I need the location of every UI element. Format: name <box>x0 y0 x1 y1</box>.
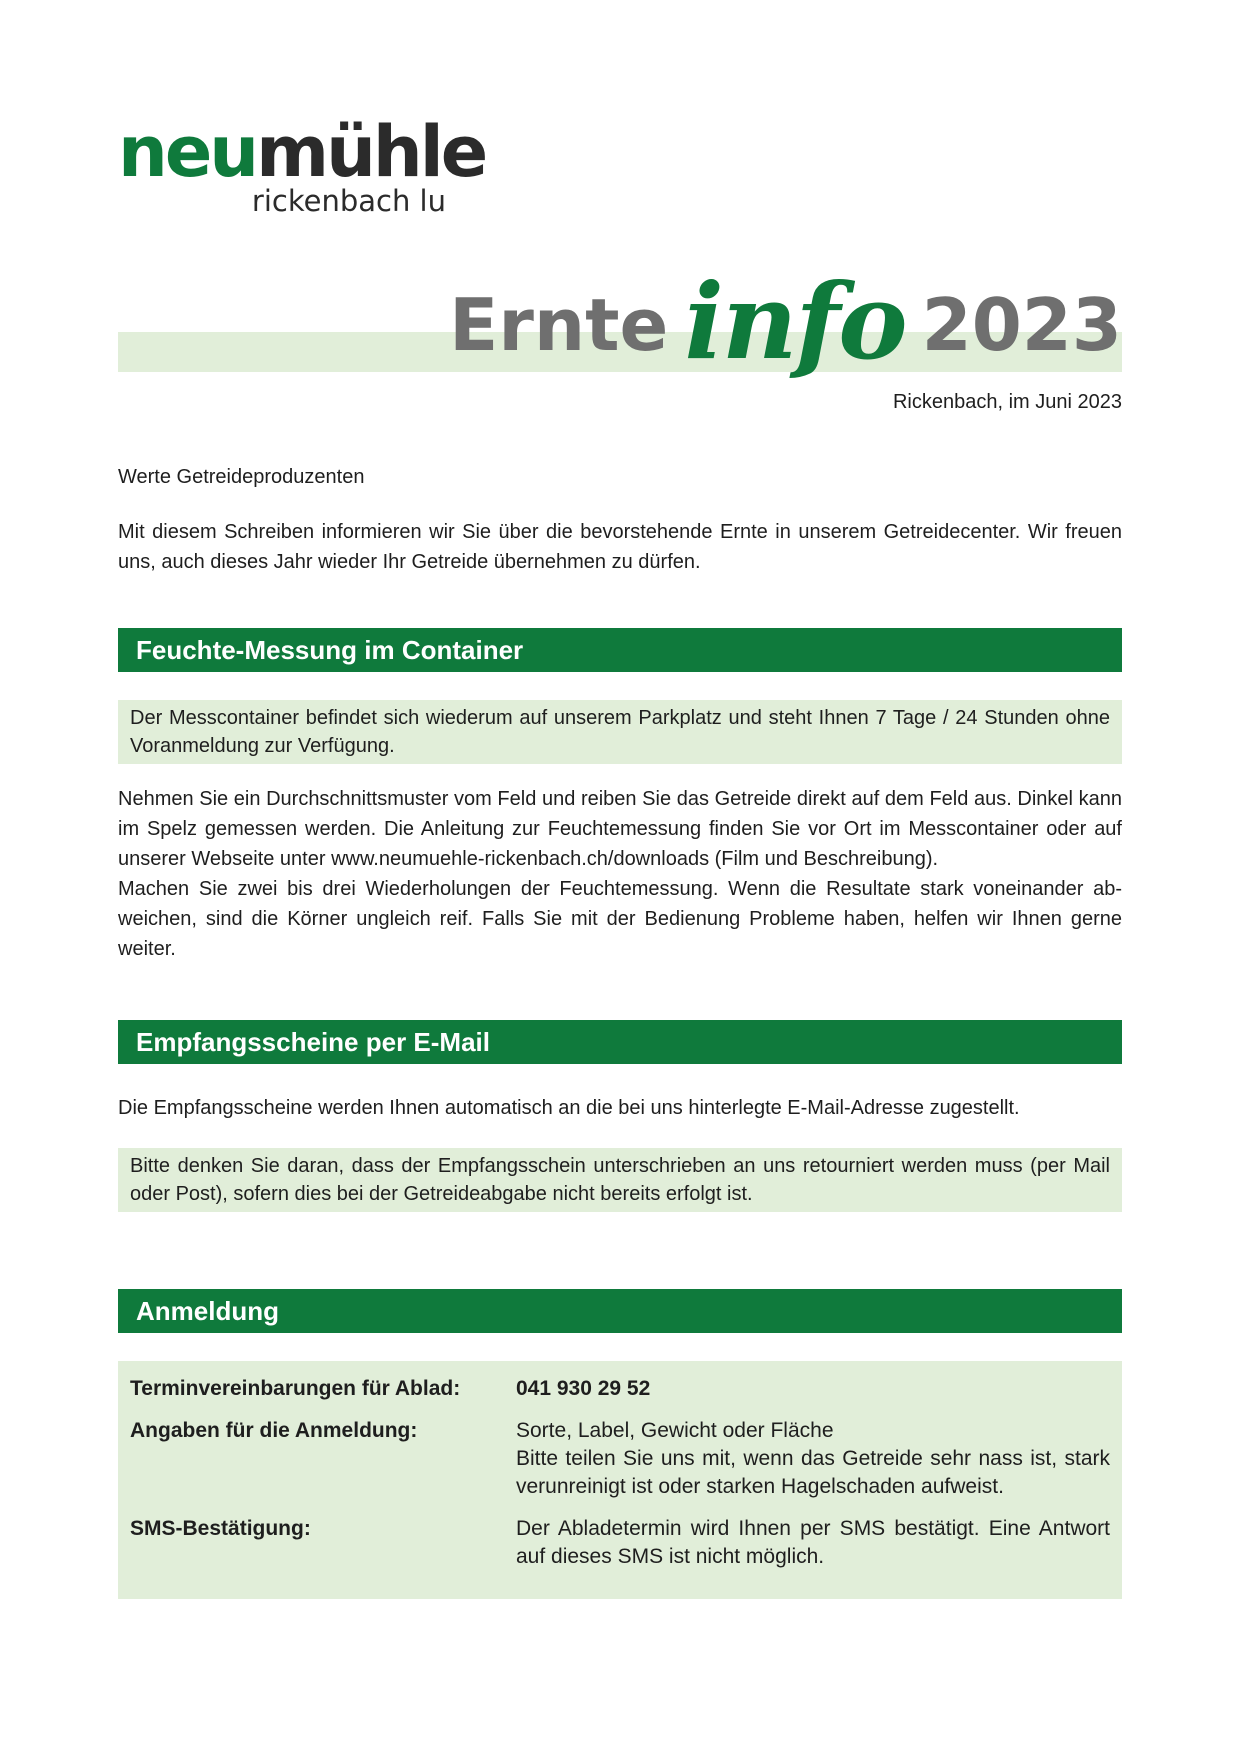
logo-wordmark <box>118 111 486 193</box>
title-ernte: Ernte <box>449 283 669 367</box>
intro-paragraph: Mit diesem Schreiben informieren wir Sie über die bevorstehende Ernte in unserem Getreidecenter. Wir freuen uns, auch dieses Jahr wieder Ihr Getreide übernehmen zu dürfen. <box>118 521 1122 573</box>
logo-word-muehle: mühle <box>256 111 486 193</box>
row-value: Der Abladetermin wird Ihnen per SMS bestätigt. Eine Antwort auf dieses SMS ist nicht möglich. <box>516 1517 1110 1568</box>
feuchte-paragraph-2: Machen Sie zwei bis drei Wiederholungen der Feuchtemessung. Wenn die Resultate stark voneinander ab-weichen, sind die Körner ungleich reif. Falls Sie mit der Bedienung Probleme haben, helfen wir Ihnen gerne weiter. <box>118 878 1122 960</box>
anmeldung-row-sms <box>130 1515 1110 1571</box>
row-value <box>516 1417 1110 1501</box>
anmeldung-row-termin <box>130 1375 1110 1403</box>
title-year: 2023 <box>921 283 1122 367</box>
empfangsscheine-paragraph: Die Empfangsscheine werden Ihnen automatisch an die bei uns hinterlegte E-Mail-Adresse zugestellt. <box>118 1097 1020 1119</box>
section-heading-feuchte: Feuchte-Messung im Container <box>118 628 1122 672</box>
section-feuchte-body <box>118 784 1122 964</box>
greeting: Werte Getreideproduzenten <box>118 466 365 488</box>
row-value-line-1: Sorte, Label, Gewicht oder Fläche <box>516 1419 834 1442</box>
feuchte-paragraph-1: Nehmen Sie ein Durchschnittsmuster vom Feld und reiben Sie das Getreide direkt auf dem Feld aus. Dinkel kann im Spelz gemessen werden. Die Anleitung zur Feuchtemessung finden Sie vor Ort im Messcontainer oder auf unserer Webseite unter www.neumuehle-rickenbach.ch/downloads (Film und Beschreibung). <box>118 788 1122 870</box>
row-label: Terminvereinbarungen für Ablad: <box>130 1377 461 1400</box>
row-label: SMS-Bestätigung: <box>130 1517 311 1540</box>
document-title <box>449 260 1122 383</box>
section-heading-anmeldung: Anmeldung <box>118 1289 1122 1333</box>
company-logo <box>118 111 486 218</box>
section-heading-empfangsscheine: Empfangsscheine per E-Mail <box>118 1020 1122 1064</box>
row-label: Angaben für die Anmeldung: <box>130 1419 418 1442</box>
row-value-line-2: Bitte teilen Sie uns mit, wenn das Getreide sehr nass ist, stark verunreinigt ist oder starken Hagelschaden aufweist. <box>516 1447 1110 1498</box>
date-line: Rickenbach, im Juni 2023 <box>892 391 1122 413</box>
highlight-empfangsschein: Bitte denken Sie daran, dass der Empfangsschein unterschrieben an uns retourniert werden muss (per Mail oder Post), sofern dies bei der Getreideabgabe nicht bereits erfolgt ist. <box>118 1148 1122 1212</box>
logo-word-neu: neu <box>118 111 257 193</box>
title-info: info <box>684 260 906 383</box>
phone-number: 041 930 29 52 <box>516 1377 651 1400</box>
highlight-messcontainer: Der Messcontainer befindet sich wiederum auf unserem Parkplatz und steht Ihnen 7 Tage / 24 Stunden ohne Voranmeldung zur Verfügung. <box>118 700 1122 764</box>
logo-location: rickenbach lu <box>251 184 446 218</box>
anmeldung-box <box>118 1361 1122 1599</box>
anmeldung-row-angaben <box>130 1417 1110 1501</box>
